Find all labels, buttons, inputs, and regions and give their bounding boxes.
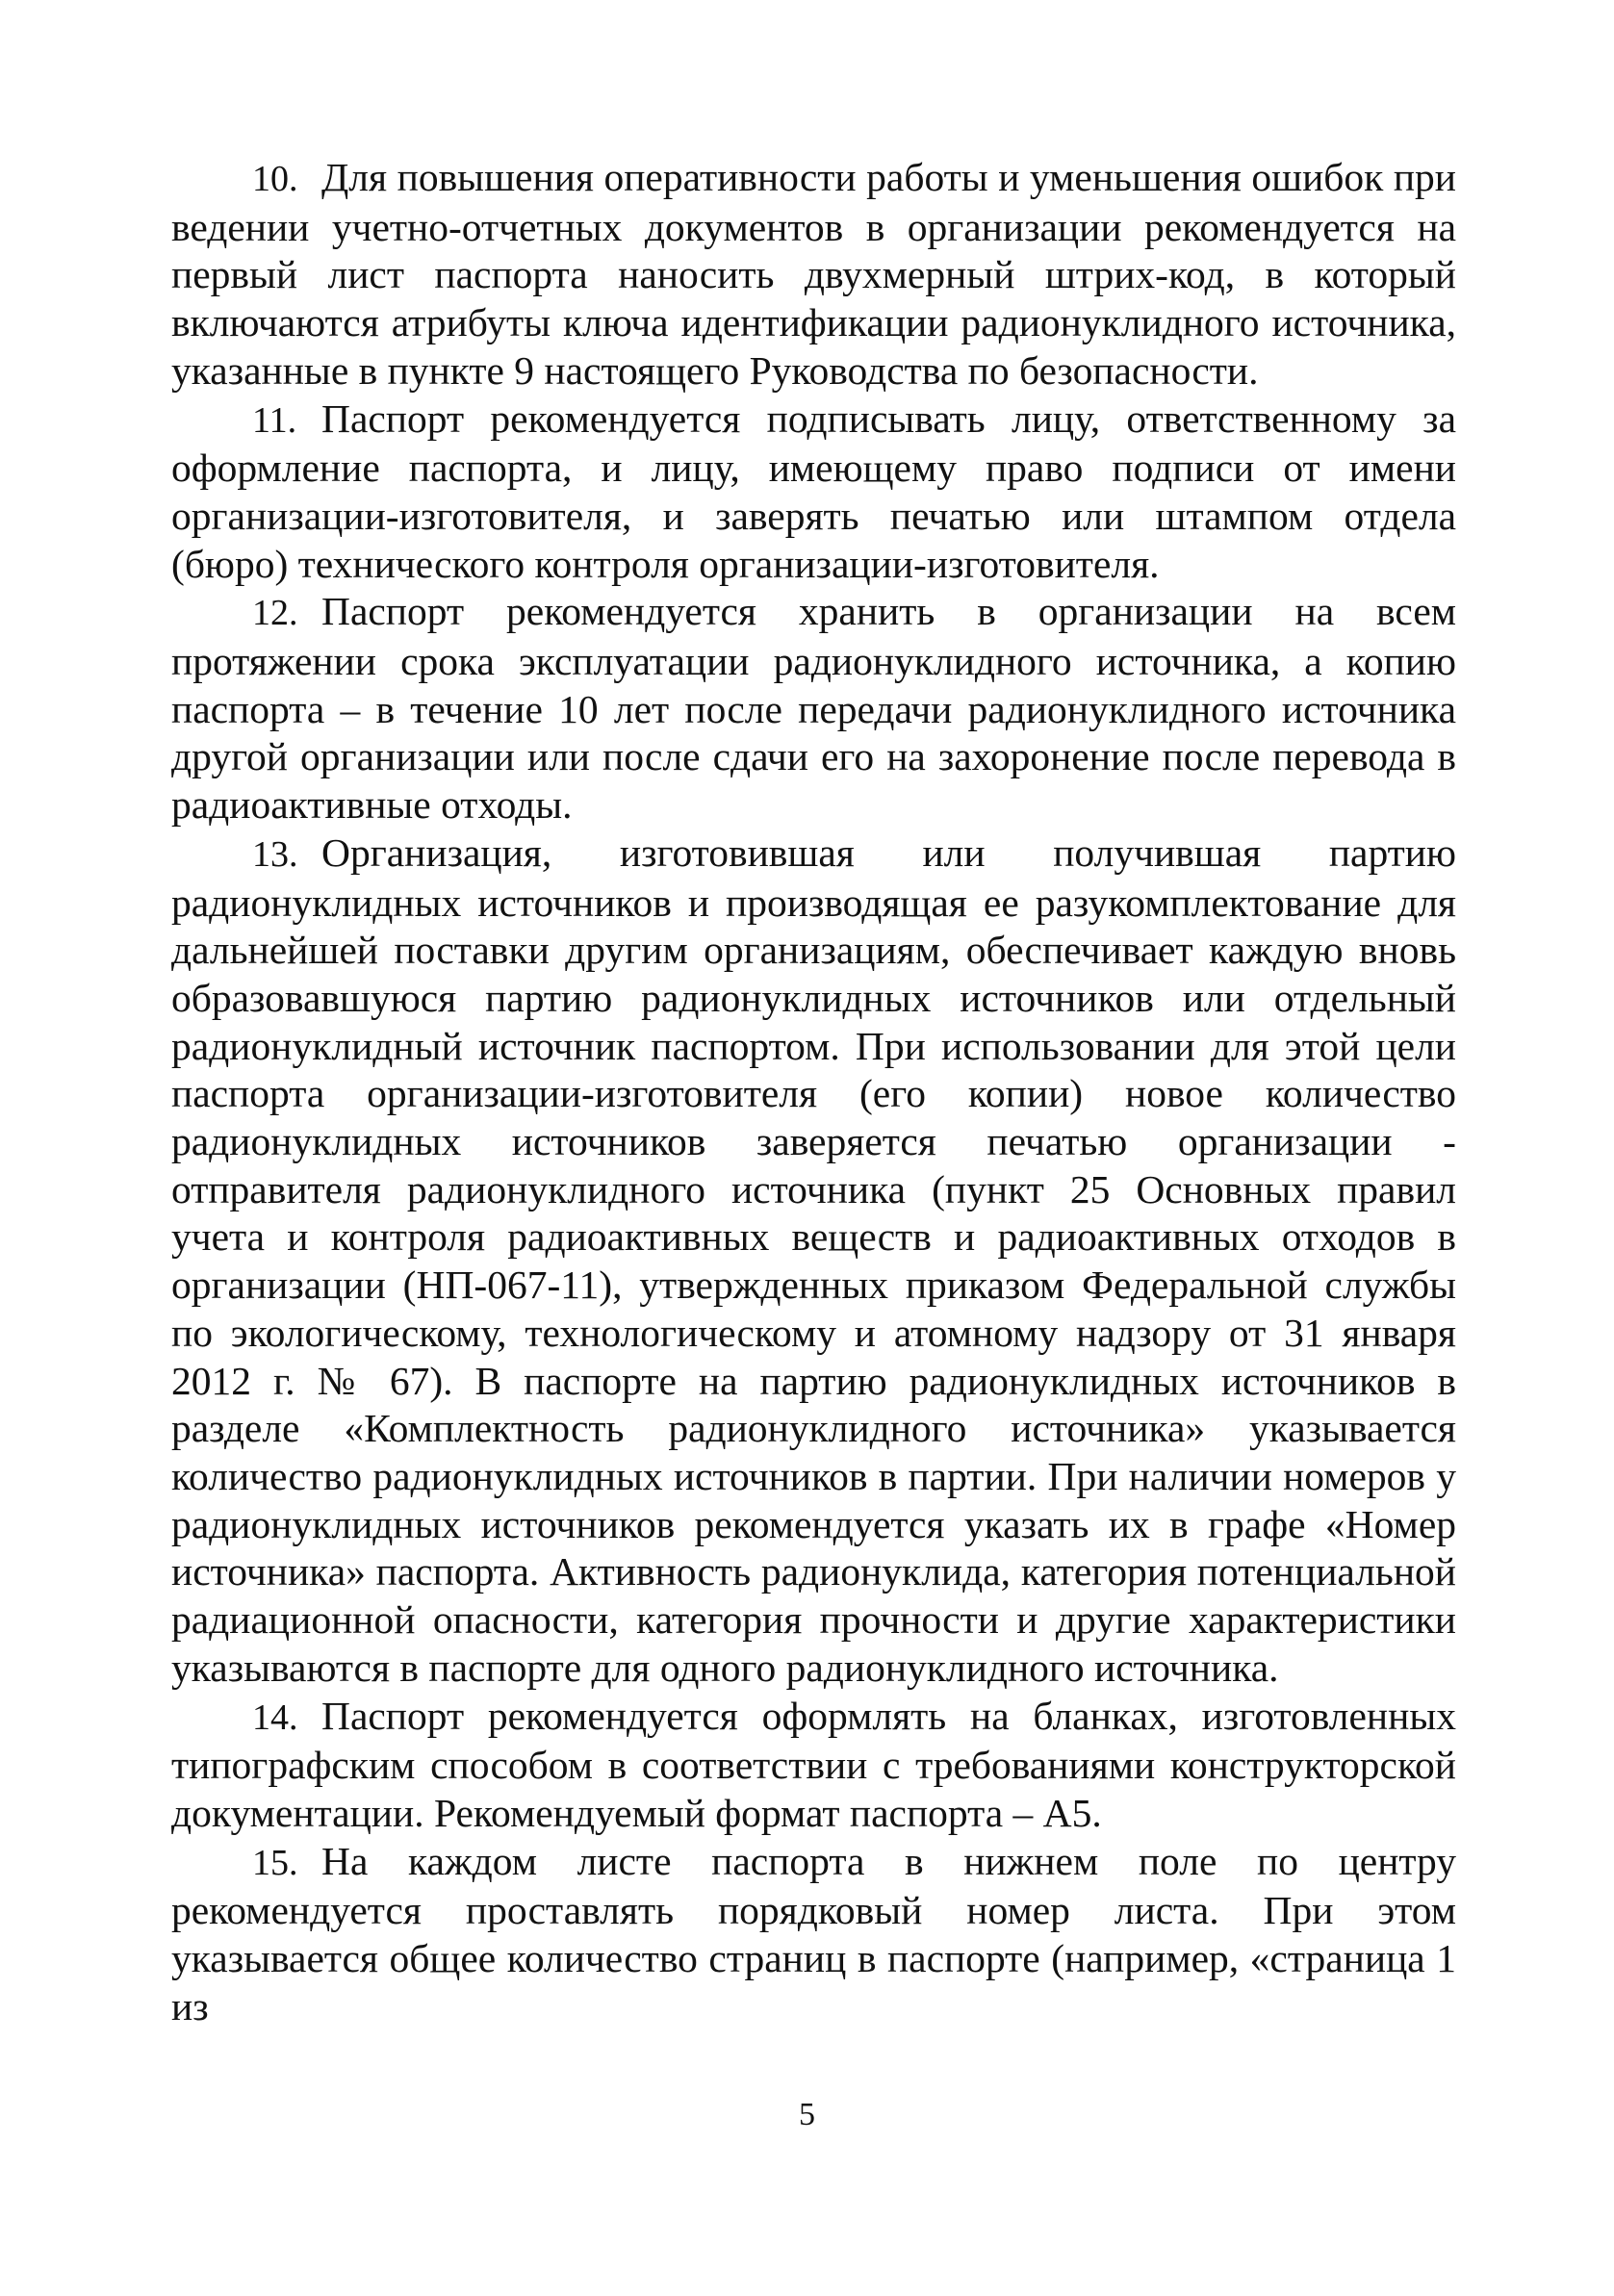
paragraph-text: Организация, изготовившая или получившая партию радионуклидных источников и производящая ее разукомплектование для дальнейшей поставки другим организациям, обеспечивает каждую вновь образовавшуюся партию радионуклидных источников или отдельный радионуклидный источник паспортом. При использовании для этой цели паспорта организации-изготовителя (его копии) новое количество радионуклидных источников заверяется печатью организации - отправителя радионуклидного источника (пункт 25 Основных правил учета и контроля радиоактивных веществ и радиоактивных отходов в организации (НП-067-11), утвержденных приказом Федеральной службы по экологическому, технологическому и атомному надзору от 31 января 2012 г. № 67). В паспорте на партию радионуклидных источников в разделе «Комплектность радионуклидного источника» указывается количество радионуклидных источников в партии. При наличии номеров у радионуклидных источников рекомендуется указать их в графе «Номер источника» паспорта. Активность радионуклида, категория потенциальной радиационной опасности, категория прочности и другие характеристики указываются в паспорте для одного радионуклидного источника. xyxy=(171,829,1456,1690)
document-body xyxy=(171,154,1456,2030)
paragraph-text: Паспорт рекомендуется оформлять на бланках, изготовленных типографским способом в соответствии с требованиями конструкторской документации. Рекомендуемый формат паспорта – А5. xyxy=(171,1693,1456,1835)
paragraph-number: 15. xyxy=(252,1842,298,1883)
paragraph-text: Паспорт рекомендуется подписывать лицу, ответственному за оформление паспорта, и лицу, имеющему право подписи от имени организации-изготовителя, и заверять печатью или штампом отдела (бюро) технического контроля организации-изготовителя. xyxy=(171,395,1456,586)
paragraph-14 xyxy=(171,1693,1456,1838)
paragraph-number: 12. xyxy=(252,593,298,634)
paragraph-10 xyxy=(171,154,1456,395)
paragraph-11 xyxy=(171,395,1456,589)
paragraph-text: Паспорт рекомендуется хранить в организации на всем протяжении срока эксплуатации радионуклидного источника, а копию паспорта – в течение 10 лет после передачи радионуклидного источника другой организации или после сдачи его на захоронение после перевода в радиоактивные отходы. xyxy=(171,589,1456,828)
page-number: 5 xyxy=(799,2097,815,2132)
paragraph-number: 14. xyxy=(252,1696,298,1738)
paragraph-number: 13. xyxy=(252,833,298,875)
paragraph-15 xyxy=(171,1838,1456,2031)
paragraph-number: 10. xyxy=(252,159,298,199)
paragraph-13 xyxy=(171,829,1456,1693)
paragraph-text: На каждом листе паспорта в нижнем поле по центру рекомендуется проставлять порядковый номер листа. При этом указывается общее количество страниц в паспорте (например, «страница 1 из xyxy=(171,1838,1456,2028)
paragraph-text: Для повышения оперативности работы и уменьшения ошибок при ведении учетно-отчетных документов в организации рекомендуется на первый лист паспорта наносить двухмерный штрих-код, в который включаются атрибуты ключа идентификации радионуклидного источника, указанные в пункте 9 настоящего Руководства по безопасности. xyxy=(171,155,1456,393)
paragraph-12 xyxy=(171,588,1456,829)
paragraph-number: 11. xyxy=(252,399,297,441)
